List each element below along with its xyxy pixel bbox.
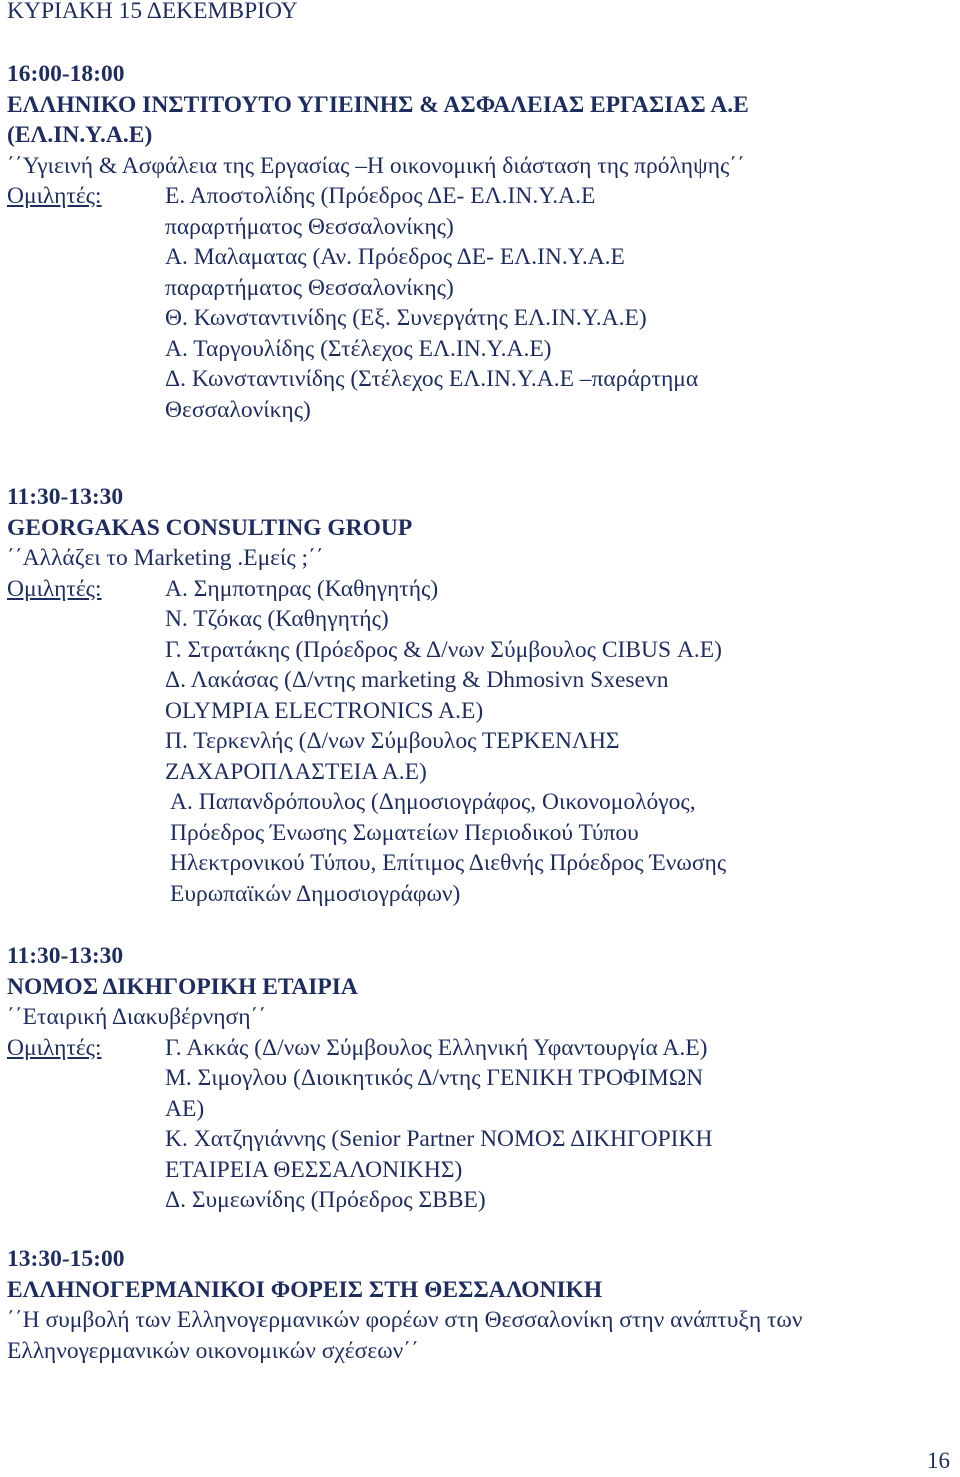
speaker-line: Πρόεδρος Ένωσης Σωματείων Περιοδικού Τύπου — [170, 819, 639, 846]
speaker-line: Π. Τερκενλής (Δ/νων Σύμβουλος ΤΕΡΚΕΝΛΗΣ — [165, 728, 620, 754]
session-organizer-cont: (ΕΛ.ΙΝ.Υ.Α.Ε) — [7, 122, 153, 148]
session-organizer: ΕΛΛΗΝΟΓΕΡΜΑΝΙΚΟΙ ΦΟΡΕΙΣ ΣΤΗ ΘΕΣΣΑΛΟΝΙΚΗ — [7, 1276, 603, 1303]
speaker-line: Ευρωπαϊκών Δημοσιογράφων) — [170, 880, 461, 907]
speakers-block — [7, 181, 952, 425]
session-topic: ΄΄Η συμβολή των Ελληνογερμανικών φορέων στη Θεσσαλονίκη στην ανάπτυξη των — [7, 1307, 803, 1333]
speaker-line: Ε. Αποστολίδης (Πρόεδρος ΔΕ- ΕΛ.ΙΝ.Υ.Α.Ε — [165, 183, 596, 209]
page-number: 16 — [927, 1448, 950, 1473]
speaker-line: OLYMPIA ELECTRONICS A.E) — [165, 697, 484, 724]
speakers-block — [7, 574, 952, 910]
speakers-block — [7, 1033, 952, 1216]
speaker-line: Δ. Λακάσας (Δ/ντης marketing & Dhmosivn Sxesevn — [165, 667, 669, 693]
session-2 — [7, 482, 952, 909]
speaker-line: Θ. Κωνσταντινίδης (Εξ. Συνεργάτης ΕΛ.ΙΝ.Υ.Α.Ε) — [165, 305, 647, 331]
session-time: 16:00-18:00 — [7, 61, 125, 87]
session-time: 11:30-13:30 — [7, 943, 124, 969]
speaker-line: Ν. Τζόκας (Καθηγητής) — [165, 606, 389, 632]
speaker-line: ΖΑΧΑΡΟΠΛΑΣΤΕΙΑ Α.Ε) — [165, 758, 427, 785]
speaker-line: Α. Παπανδρόπουλος (Δημοσιογράφος, Οικονομολόγος, — [170, 789, 696, 815]
session-1 — [7, 59, 952, 425]
speakers-label: Ομιλητές: — [7, 575, 102, 602]
session-topic: ΄΄Εταιρική Διακυβέρνηση΄΄ — [7, 1004, 267, 1030]
speaker-line: Γ. Στρατάκης (Πρόεδρος & Δ/νων Σύμβουλος CIBUS Α.Ε) — [165, 636, 722, 663]
speaker-line: ΕΤΑΙΡΕΙΑ ΘΕΣΣΑΛΟΝΙΚΗΣ) — [165, 1156, 463, 1183]
speaker-line: παραρτήματος Θεσσαλονίκης) — [165, 274, 454, 301]
speakers-list — [165, 181, 952, 425]
session-3 — [7, 941, 952, 1216]
date-heading: ΚΥΡΙΑΚΗ 15 ΔΕΚΕΜΒΡΙΟΥ — [7, 0, 298, 24]
session-topic-cont: Ελληνογερμανικών οικονομικών σχέσεων΄΄ — [7, 1337, 419, 1364]
session-organizer: GEORGAKAS CONSULTING GROUP — [7, 514, 413, 541]
speaker-line: Α. Ταργουλίδης (Στέλεχος ΕΛ.ΙΝ.Υ.Α.Ε) — [165, 335, 552, 362]
speaker-line: Θεσσαλονίκης) — [165, 396, 311, 423]
speaker-line: Δ. Κωνσταντινίδης (Στέλεχος ΕΛ.ΙΝ.Υ.Α.Ε –παράρτημα — [165, 366, 699, 392]
speaker-line: Α. Σημποτηρας (Καθηγητής) — [165, 575, 439, 602]
session-organizer: ΝΟΜΟΣ ΔΙΚΗΓΟΡΙΚΗ ΕΤΑΙΡΙΑ — [7, 973, 358, 1000]
speaker-line: Γ. Ακκάς (Δ/νων Σύμβουλος Ελληνική Υφαντουργία Α.Ε) — [165, 1034, 708, 1061]
speakers-label: Ομιλητές: — [7, 183, 102, 209]
page-header — [7, 0, 952, 27]
speaker-line: Μ. Σιμογλου (Διοικητικός Δ/ντης ΓΕΝΙΚΗ ΤΡΟΦΙΜΩΝ — [165, 1065, 704, 1091]
speaker-line: Κ. Χατζηγιάννης (Senior Partner ΝΟΜΟΣ ΔΙΚΗΓΟΡΙΚΗ — [165, 1126, 713, 1152]
session-time: 13:30-15:00 — [7, 1246, 125, 1272]
session-topic: ΄΄Αλλάζει το Marketing .Εμείς ;΄΄ — [7, 545, 324, 571]
speakers-list — [165, 574, 952, 910]
session-time: 11:30-13:30 — [7, 484, 124, 510]
speaker-line: Ηλεκτρονικού Τύπου, Επίτιμος Διεθνής Πρόεδρος Ένωσης — [170, 850, 727, 876]
speakers-list — [165, 1033, 952, 1216]
speaker-line: Α. Μαλαματας (Αν. Πρόεδρος ΔΕ- ΕΛ.ΙΝ.Υ.Α.Ε — [165, 244, 625, 270]
speaker-line: παραρτήματος Θεσσαλονίκης) — [165, 213, 454, 240]
session-organizer: ΕΛΛΗΝΙΚΟ ΙΝΣΤΙΤΟΥΤΟ ΥΓΙΕΙΝΗΣ & ΑΣΦΑΛΕΙΑΣ ΕΡΓΑΣΙΑΣ Α.Ε — [7, 91, 749, 118]
session-topic: ΄΄Υγιεινή & Ασφάλεια της Εργασίας –Η οικονομική διάσταση της πρόληψης΄΄ — [7, 152, 745, 179]
speaker-line: ΑΕ) — [165, 1095, 205, 1122]
speaker-line: Δ. Συμεωνίδης (Πρόεδρος ΣΒΒΕ) — [165, 1187, 486, 1213]
session-4 — [7, 1244, 952, 1366]
speakers-label: Ομιλητές: — [7, 1034, 102, 1061]
